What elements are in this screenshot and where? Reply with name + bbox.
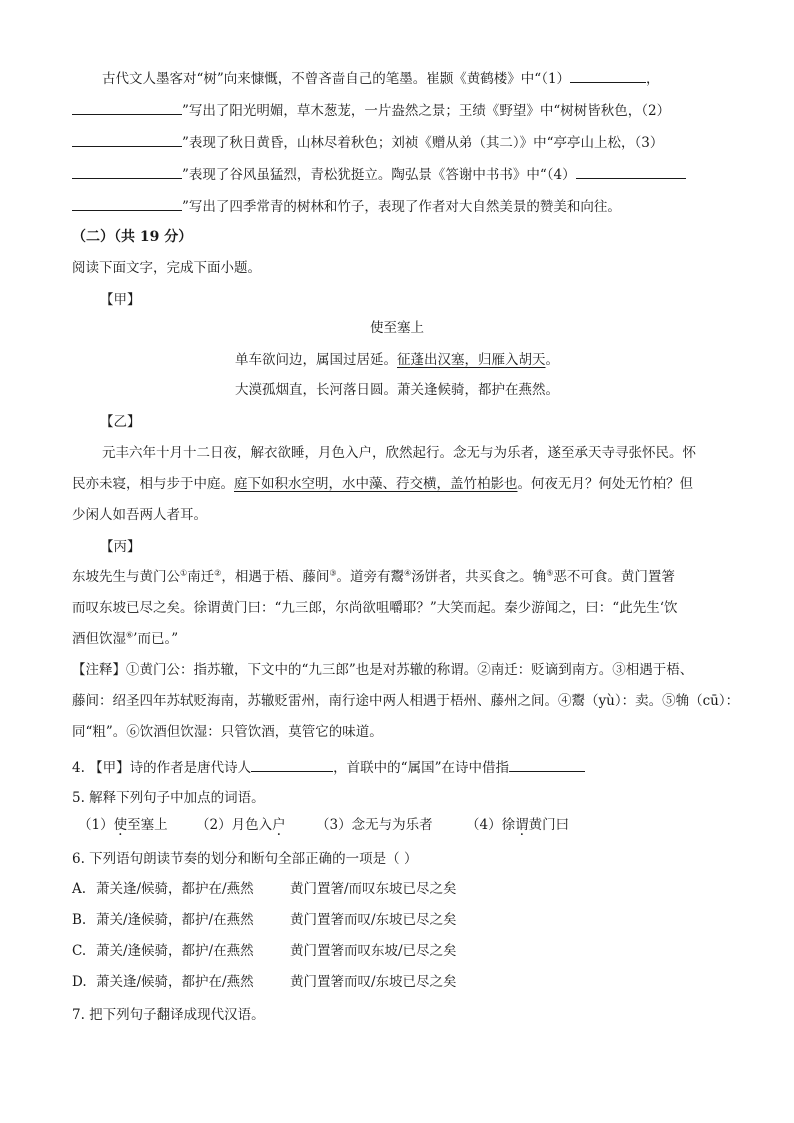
answer-blank-3[interactable] <box>72 164 182 179</box>
text: 徐 <box>501 817 516 833</box>
option-left-text: 萧关/逢候骑，都护/在燕然 <box>96 943 254 959</box>
q6-option-b[interactable] <box>72 910 457 930</box>
text: 4. 【甲】诗的作者是唐代诗人 <box>72 760 252 776</box>
text: 汤饼者，共买食之。觕 <box>411 569 547 585</box>
text: 单车欲问边，属国过居延。 <box>235 352 397 368</box>
poem-line1 <box>0 350 794 370</box>
option-right-text: 黄门置箸而叹东坡/已尽之矣 <box>290 943 457 959</box>
yi-line3: 少闲人如吾两人者耳。 <box>72 507 207 523</box>
dotted-word: 户 <box>272 817 286 833</box>
answer-blank-4b[interactable] <box>72 196 182 211</box>
underlined-text: 征蓬出汉塞，归雁入胡天 <box>397 352 546 368</box>
para1-line5 <box>72 196 621 217</box>
text: 。 <box>545 352 559 368</box>
option-left-text: 萧关逢/候骑，都护在/燕然 <box>96 881 254 897</box>
para1-line3 <box>72 132 663 153</box>
text: 民亦未寝，相与步于中庭。 <box>72 476 234 492</box>
notes-line3: 同“粗”。⑥饮酒但饮湿：只管饮酒，莫管它的味道。 <box>72 724 383 740</box>
para1-line2 <box>72 100 670 121</box>
question-5: 5. 解释下列句子中加点的词语。 <box>72 790 265 806</box>
answer-blank-1[interactable] <box>570 68 646 83</box>
footnote-mark: ⑥ <box>126 630 134 640</box>
poem-line2: 大漠孤烟直，长河落日圆。萧关逢候骑，都护在燕然。 <box>235 382 559 398</box>
text: （3）念无与为乐者 <box>316 817 433 833</box>
bing-line1 <box>72 567 675 587</box>
q5-item-1 <box>78 815 168 835</box>
text: 酒但饮湿 <box>72 631 126 647</box>
notes-line1: 【注释】①黄门公：指苏辙，下文中的“九三郎”也是对苏辙的称谓。②南迁：贬谪到南方。③相遇于梧、 <box>72 662 694 678</box>
q6-option-c[interactable] <box>72 941 457 961</box>
label-jia: 【甲】 <box>100 292 141 308</box>
q4-blank-shuguo[interactable] <box>509 757 585 772</box>
para1-line1 <box>102 68 660 89</box>
text: ’而已。” <box>133 631 179 647</box>
answer-blank-2[interactable] <box>72 132 182 147</box>
notes-line2: 藤间：绍圣四年苏轼贬海南，苏辙贬雷州，南行途中两人相遇于梧州、藤州之间。④鬻（yù）：卖。⑤觕（cū）： <box>72 693 740 709</box>
answer-blank-4[interactable] <box>576 164 686 179</box>
text: ”写出了阳光明媚，草木葱茏，一片盎然之景；王绩《野望》中“树树皆秋色，（2） <box>182 103 671 119</box>
q5-item-2 <box>196 815 286 835</box>
option-letter: C. <box>72 943 87 959</box>
text: 恶不可食。黄门置箸 <box>553 569 675 585</box>
bing-line3 <box>72 629 178 649</box>
text: （1） <box>78 817 114 833</box>
footnote-mark: ⑤ <box>546 568 554 578</box>
q5-item-4 <box>466 815 569 835</box>
option-letter: A. <box>72 881 87 897</box>
option-letter: B. <box>72 912 87 928</box>
section-heading: （二）（共 19 分） <box>72 229 193 245</box>
text: 南迁 <box>187 569 215 585</box>
section-instruction: 阅读下面文字，完成下面小题。 <box>72 260 261 276</box>
text: 东坡先生与黄门公 <box>72 569 180 585</box>
bing-line2: 而叹东坡已尽之矣。徐谓黄门曰：“九三郎，尔尚欲咀嚼耶？”大笑而起。秦少游闻之，曰：“此先生‘饮 <box>72 600 678 616</box>
q6-option-a[interactable] <box>72 879 457 899</box>
text: 。道旁有鬻 <box>336 569 405 585</box>
label-yi: 【乙】 <box>100 414 141 430</box>
text: 至塞上 <box>127 817 168 833</box>
option-left-text: 萧关逢/候骑，都护在/燕然 <box>96 974 254 990</box>
option-right-text: 黄门置箸而叹/东坡已尽之矣 <box>290 912 457 928</box>
footnote-mark: ④ <box>404 568 412 578</box>
text: ”表现了谷风虽猛烈，青松犹挺立。陶弘景《答谢中书书》中“（4） <box>182 167 576 183</box>
text: （2）月色入 <box>196 817 273 833</box>
label-bing: 【丙】 <box>100 539 141 555</box>
yi-line1: 元丰六年十月十二日夜，解衣欲睡，月色入户，欣然起行。念无与为乐者，遂至承天寺寻张怀民。怀 <box>102 445 696 461</box>
text: ， <box>646 71 660 87</box>
footnote-mark: ③ <box>329 568 337 578</box>
answer-blank-1b[interactable] <box>72 100 182 115</box>
q6-option-d[interactable] <box>72 972 457 992</box>
q4-blank-poet[interactable] <box>251 757 333 772</box>
footnote-mark: ② <box>214 568 222 578</box>
dotted-word: 谓 <box>515 817 529 833</box>
underlined-text: 庭下如积水空明，水中藻、荇交横，盖竹柏影也 <box>234 476 518 492</box>
text: ，相遇于梧、藤间 <box>221 569 330 585</box>
dotted-word: 使 <box>113 817 128 833</box>
question-4 <box>72 757 585 778</box>
q5-item-3 <box>316 815 433 835</box>
question-7: 7. 把下列句子翻译成现代汉语。 <box>72 1007 265 1023</box>
yi-line2 <box>72 474 693 494</box>
option-left-text: 萧关/逢候骑，都护/在燕然 <box>96 912 254 928</box>
option-right-text: 黄门置箸/而叹东坡已尽之矣 <box>290 881 457 897</box>
para1-line4 <box>72 164 686 185</box>
text: ，首联中的“属国”在诗中借指 <box>333 760 509 776</box>
footnote-mark: ① <box>180 568 188 578</box>
text: （4） <box>466 817 502 833</box>
text: 古代文人墨客对“树”向来慷慨，不曾吝啬自己的笔墨。崔颢《黄鹤楼》中“（1） <box>102 71 571 87</box>
option-letter: D. <box>72 974 87 990</box>
text: ”写出了四季常青的树林和竹子，表现了作者对大自然美景的赞美和向往。 <box>182 199 621 215</box>
question-6: 6. 下列语句朗读节奏的划分和断句全部正确的一项是（ ） <box>72 851 418 867</box>
option-right-text: 黄门置箸而叹/东坡已尽之矣 <box>290 974 457 990</box>
text: 黄门曰 <box>528 817 570 833</box>
text: ”表现了秋日黄昏，山林尽着秋色；刘祯《赠从弟（其二）》中“亭亭山上松，（3） <box>182 135 664 151</box>
poem-title: 使至塞上 <box>370 320 424 336</box>
text: 。何夜无月？何处无竹柏？但 <box>517 476 693 492</box>
